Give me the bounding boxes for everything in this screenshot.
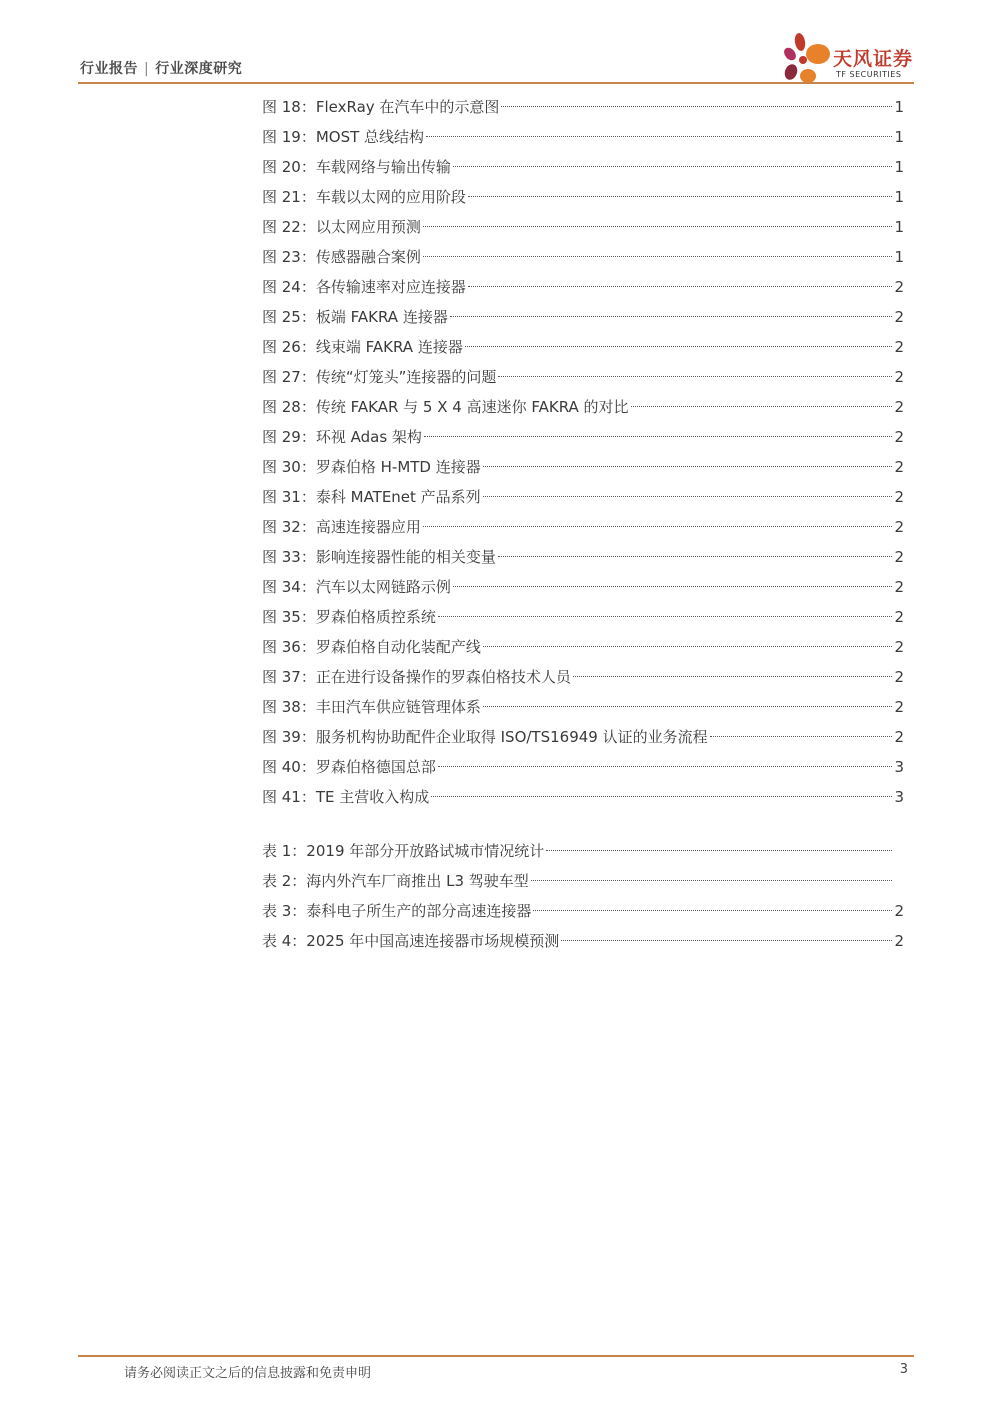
figure-entry-label: 图 40：罗森伯格德国总部	[262, 758, 436, 776]
figure-entry-label: 图 25：板端 FAKRA 连接器	[262, 308, 448, 326]
figure-entry-page-number: 1	[894, 98, 904, 116]
figure-entry-page-number: 3	[894, 758, 904, 776]
figure-entry[interactable]	[262, 692, 904, 722]
figure-entry[interactable]	[262, 212, 904, 242]
figure-entry[interactable]	[262, 632, 904, 662]
dot-leader	[468, 196, 892, 197]
table-entry[interactable]	[262, 896, 904, 926]
table-list	[262, 836, 904, 956]
figure-entry-page-number: 2	[894, 338, 904, 356]
table-entry-label: 表 3：泰科电子所生产的部分高速连接器	[262, 902, 532, 920]
footer-disclaimer: 请务必阅读正文之后的信息披露和免责申明	[124, 1366, 372, 1381]
table-entry-page-number: 2	[894, 932, 904, 950]
figure-entry-label: 图 33：影响连接器性能的相关变量	[262, 548, 496, 566]
dot-leader	[483, 466, 892, 467]
table-entry-label: 表 4：2025 年中国高速连接器市场规模预测	[262, 932, 560, 950]
figure-entry-label: 图 39：服务机构协助配件企业取得 ISO/TS16949 认证的业务流程	[262, 728, 708, 746]
figure-entry-page-number: 2	[894, 548, 904, 566]
dot-leader	[423, 256, 892, 257]
dot-leader	[533, 910, 892, 911]
dot-leader	[631, 406, 892, 407]
dot-leader	[498, 556, 892, 557]
figure-entry-label: 图 36：罗森伯格自动化装配产线	[262, 638, 481, 656]
figure-entry[interactable]	[262, 362, 904, 392]
footer-divider	[78, 1355, 914, 1357]
dot-leader	[468, 286, 892, 287]
header-divider	[78, 82, 914, 84]
figure-list	[262, 92, 904, 812]
footer-page-number: 3	[899, 1362, 908, 1377]
figure-entry-page-number: 2	[894, 458, 904, 476]
figure-entry[interactable]	[262, 572, 904, 602]
table-entry-page-number: 2	[894, 902, 904, 920]
table-entry-label: 表 2：海内外汽车厂商推出 L3 驾驶车型	[262, 872, 529, 890]
figure-entry-page-number: 1	[894, 218, 904, 236]
dot-leader	[498, 376, 892, 377]
report-subtype: 行业深度研究	[155, 61, 243, 77]
figure-entry-page-number: 1	[894, 158, 904, 176]
figure-entry[interactable]	[262, 752, 904, 782]
dot-leader	[423, 226, 892, 227]
figure-entry-page-number: 2	[894, 728, 904, 746]
figure-entry-page-number: 3	[894, 788, 904, 806]
figure-entry-page-number: 1	[894, 188, 904, 206]
figure-entry-label: 图 22：以太网应用预测	[262, 218, 421, 236]
figure-entry-label: 图 38：丰田汽车供应链管理体系	[262, 698, 481, 716]
dot-leader	[573, 676, 892, 677]
figure-entry[interactable]	[262, 452, 904, 482]
logo-subtitle: TF SECURITIES	[836, 70, 902, 79]
figure-entry[interactable]	[262, 272, 904, 302]
figure-entry-page-number: 2	[894, 518, 904, 536]
dot-leader	[438, 616, 892, 617]
header-separator: |	[144, 61, 150, 77]
figure-entry-page-number: 2	[894, 638, 904, 656]
dot-leader	[483, 496, 892, 497]
table-entry[interactable]	[262, 866, 904, 896]
dot-leader	[531, 880, 892, 881]
figure-entry-label: 图 30：罗森伯格 H-MTD 连接器	[262, 458, 481, 476]
figure-entry-label: 图 19：MOST 总线结构	[262, 128, 425, 146]
figure-entry[interactable]	[262, 512, 904, 542]
figure-entry[interactable]	[262, 482, 904, 512]
figure-entry-label: 图 34：汽车以太网链路示例	[262, 578, 451, 596]
dot-leader	[424, 436, 892, 437]
figure-entry-page-number: 2	[894, 428, 904, 446]
figure-entry-page-number: 2	[894, 668, 904, 686]
figure-entry[interactable]	[262, 422, 904, 452]
figure-entry-page-number: 2	[894, 278, 904, 296]
figure-entry[interactable]	[262, 602, 904, 632]
report-type: 行业报告	[80, 61, 138, 77]
figure-entry-page-number: 2	[894, 308, 904, 326]
figure-entry[interactable]	[262, 542, 904, 572]
figure-entry-label: 图 18：FlexRay 在汽车中的示意图	[262, 98, 500, 116]
dot-leader	[710, 736, 892, 737]
table-entry[interactable]	[262, 836, 904, 866]
dot-leader	[453, 166, 892, 167]
report-category	[80, 58, 242, 78]
figure-entry[interactable]	[262, 92, 904, 122]
figure-entry[interactable]	[262, 122, 904, 152]
dot-leader	[423, 526, 892, 527]
dot-leader	[426, 136, 892, 137]
figure-entry[interactable]	[262, 302, 904, 332]
figure-entry-page-number: 2	[894, 368, 904, 386]
dot-leader	[453, 586, 892, 587]
figure-entry-page-number: 2	[894, 488, 904, 506]
table-entry-label: 表 1：2019 年部分开放路试城市情况统计	[262, 842, 545, 860]
figure-entry-label: 图 28：传统 FAKAR 与 5 X 4 高速迷你 FAKRA 的对比	[262, 398, 629, 416]
figure-entry-label: 图 21：车载以太网的应用阶段	[262, 188, 466, 206]
figure-entry-page-number: 1	[894, 128, 904, 146]
flower-logo-icon	[778, 30, 838, 86]
figure-entry-label: 图 41：TE 主营收入构成	[262, 788, 430, 806]
figure-entry[interactable]	[262, 782, 904, 812]
figure-entry-label: 图 29：环视 Adas 架构	[262, 428, 422, 446]
figure-entry-label: 图 23：传感器融合案例	[262, 248, 421, 266]
figure-entry[interactable]	[262, 722, 904, 752]
dot-leader	[483, 646, 892, 647]
dot-leader	[561, 940, 892, 941]
figure-entry-label: 图 35：罗森伯格质控系统	[262, 608, 436, 626]
figure-entry-label: 图 20：车载网络与输出传输	[262, 158, 451, 176]
dot-leader	[465, 346, 892, 347]
figure-entry-label: 图 26：线束端 FAKRA 连接器	[262, 338, 463, 356]
figure-entry[interactable]	[262, 242, 904, 272]
figure-entry-page-number: 2	[894, 698, 904, 716]
dot-leader	[431, 796, 892, 797]
tf-securities-logo	[778, 30, 918, 86]
figure-entry[interactable]	[262, 392, 904, 422]
logo-title: 天风证券	[833, 48, 914, 70]
dot-leader	[546, 850, 892, 851]
figure-entry-page-number: 1	[894, 248, 904, 266]
dot-leader	[483, 706, 892, 707]
figure-entry-label: 图 32：高速连接器应用	[262, 518, 421, 536]
dot-leader	[438, 766, 892, 767]
figure-entry-page-number: 2	[894, 578, 904, 596]
figure-entry[interactable]	[262, 662, 904, 692]
figure-entry-label: 图 27：传统“灯笼头”连接器的问题	[262, 368, 497, 386]
figure-entry[interactable]	[262, 182, 904, 212]
figure-entry[interactable]	[262, 152, 904, 182]
figure-entry-label: 图 31：泰科 MATEnet 产品系列	[262, 488, 481, 506]
figure-entry-label: 图 37：正在进行设备操作的罗森伯格技术人员	[262, 668, 571, 686]
figure-entry-page-number: 2	[894, 398, 904, 416]
table-entry[interactable]	[262, 926, 904, 956]
figure-entry[interactable]	[262, 332, 904, 362]
dot-leader	[501, 106, 892, 107]
figure-entry-label: 图 24：各传输速率对应连接器	[262, 278, 466, 296]
dot-leader	[450, 316, 892, 317]
figure-entry-page-number: 2	[894, 608, 904, 626]
